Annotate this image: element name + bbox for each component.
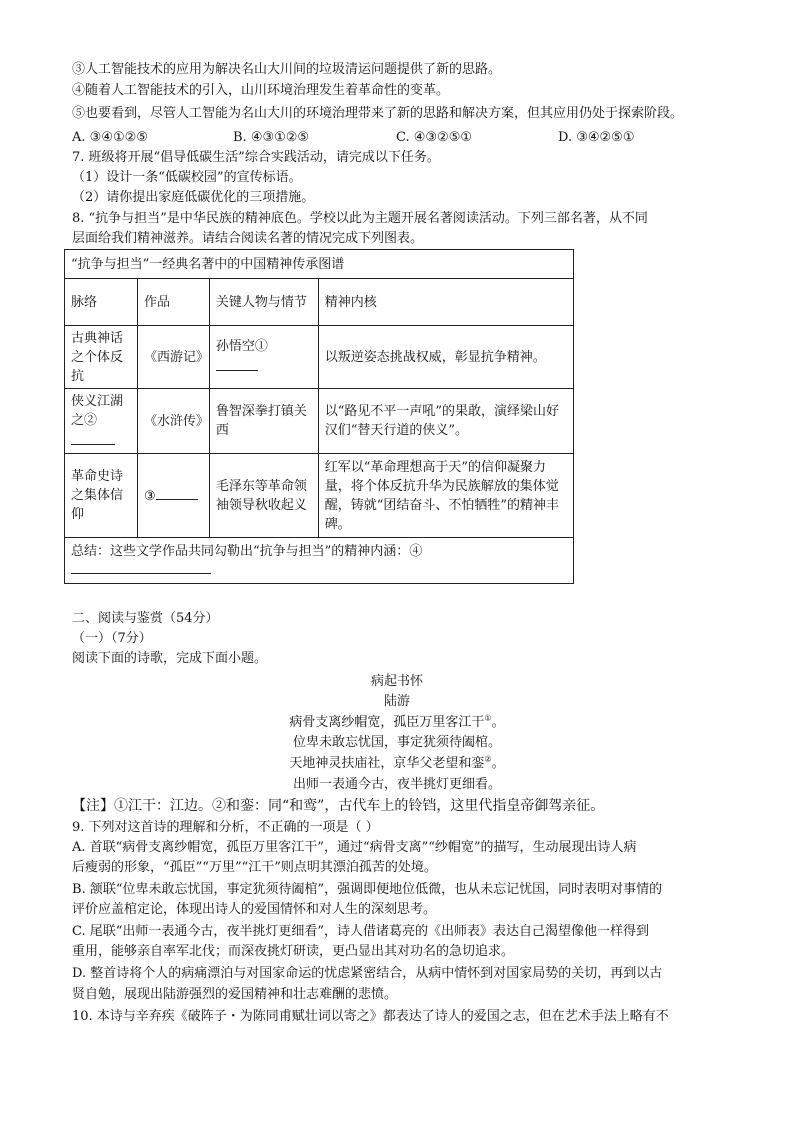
header-work: 作品 <box>137 279 209 326</box>
table-row <box>65 326 574 389</box>
q9-option-d-line-2: 贤自勉，展现出陆游强烈的爱国精神和壮志难酬的悲愤。 <box>72 987 398 1002</box>
section-heading: 二、阅读与鉴赏（54分） <box>72 611 219 626</box>
poem-line-3: 天地神灵扶庙社，京华父老望和銮②。 <box>289 754 505 771</box>
q7-stem: 7. 班级将开展“倡导低碳生活”综合实践活动，请完成以下任务。 <box>72 150 440 165</box>
row3-vein: 革命史诗之集体信仰 <box>65 454 138 538</box>
row2-vein-text: 侠义江湖之② <box>71 393 124 428</box>
table-title: “抗争与担当”一经典名著中的中国精神传承图谱 <box>65 250 574 279</box>
q7-task-2: （2）请你提出家庭低碳优化的三项措施。 <box>72 190 315 205</box>
q6-sentence-3: ③人工智能技术的应用为解决名山大川间的垃圾清运问题提供了新的思路。 <box>72 62 502 77</box>
q8-stem-line-1: 8. “抗争与担当”是中华民族的精神底色。学校以此为主题开展名著阅读活动。下列三部名著，从不同 <box>72 211 648 226</box>
q8-stem-line-2: 层面给我们精神滋养。请结合阅读名著的情况完成下列图表。 <box>72 231 424 246</box>
reading-instruction: 阅读下面的诗歌，完成下面小题。 <box>72 651 268 666</box>
q6-option-b[interactable]: B. ④③①②⑤ <box>233 130 310 145</box>
answer-blank-4[interactable] <box>71 561 211 574</box>
q6-option-c[interactable]: C. ④③②⑤① <box>396 130 473 145</box>
row2-core: 以“路见不平一声吼”的果敢，演绎梁山好汉们“替天行道的侠义”。 <box>318 389 573 454</box>
table-summary <box>65 538 574 584</box>
q9-stem: 9. 下列对这首诗的理解和分析，不正确的一项是（ ） <box>72 820 379 835</box>
q9-option-c-line-1[interactable]: C. 尾联“出师一表通今古，夜半挑灯更细看”，诗人借诸葛亮的《出师表》表达自己渴望像他一样得到 <box>72 924 650 939</box>
spirit-map-table <box>64 249 574 584</box>
row3-work-text: ③ <box>143 489 156 504</box>
answer-blank-2[interactable] <box>71 430 115 445</box>
answer-blank-3[interactable] <box>156 485 198 500</box>
answer-blank-1[interactable] <box>216 356 258 371</box>
q9-option-a-line-1[interactable]: A. 首联“病骨支离纱帽宽，孤臣万里客江干”，通过“病骨支离”“纱帽宽”的描写，生动展现出诗人病 <box>72 840 637 855</box>
row2-vein <box>65 389 138 454</box>
poem-author: 陆游 <box>383 694 410 709</box>
q7-task-1: （1）设计一条“低碳校园”的宣传标语。 <box>72 170 302 185</box>
note-ref-1: ① <box>484 713 492 723</box>
q10-stem: 10. 本诗与辛弃疾《破阵子・为陈同甫赋壮词以寄之》都表达了诗人的爱国之志，但在艺术手法上略有不 <box>72 1009 669 1024</box>
table-row <box>65 389 574 454</box>
table-row <box>65 454 574 538</box>
row3-core: 红军以“革命理想高于天”的信仰凝聚力量，将个体反抗升华为民族解放的集体觉醒，铸就“团结奋斗、不怕牺牲”的精神丰碑。 <box>318 454 573 538</box>
header-plot: 关键人物与情节 <box>209 279 318 326</box>
row3-work <box>137 454 209 538</box>
q9-option-b-line-1[interactable]: B. 颔联“位卑未敢忘忧国，事定犹须待阖棺”，强调即便地位低微，也从未忘记忧国，同时表明对事情的 <box>72 882 663 897</box>
poem-line-3-text: 天地神灵扶庙社，京华父老望和銮 <box>289 756 485 771</box>
poem-line-1-text: 病骨支离纱帽宽，孤臣万里客江干 <box>289 715 485 730</box>
part-heading: （一）（7分） <box>72 631 152 646</box>
q9-option-c-line-2: 重用，能够亲自率军北伐；而深夜挑灯研读，更凸显出其对功名的急切追求。 <box>72 944 515 959</box>
poem-line-1: 病骨支离纱帽宽，孤臣万里客江干①。 <box>289 713 505 730</box>
q9-option-a-line-2: 后瘦弱的形象，“孤臣”“万里”“江干”则点明其漂泊孤苦的处境。 <box>72 860 437 875</box>
q6-sentence-5: ⑤也要看到，尽管人工智能为名山大川的环境治理带来了新的思路和解决方案，但其应用仍处于探索阶段。 <box>72 106 684 121</box>
row2-plot: 鲁智深拳打镇关西 <box>209 389 318 454</box>
header-core: 精神内核 <box>318 279 573 326</box>
q9-option-d-line-1[interactable]: D. 整首诗将个人的病痛漂泊与对国家命运的忧虑紧密结合，从病中情怀到对国家局势的关切，再到以古 <box>72 966 663 981</box>
row1-vein: 古典神话之个体反抗 <box>65 326 138 389</box>
note-ref-2: ② <box>484 754 492 764</box>
q6-option-d[interactable]: D. ③④②⑤① <box>558 130 635 145</box>
row3-plot: 毛泽东等革命领袖领导秋收起义 <box>209 454 318 538</box>
header-vein: 脉络 <box>65 279 138 326</box>
poem-line-2: 位卑未敢忘忧国，事定犹须待阖棺。 <box>292 735 501 750</box>
poem-title: 病起书怀 <box>370 674 423 689</box>
poem-note: 【注】①江干：江边。②和銮：同“和鸾”，古代车上的铃铛，这里代指皇帝御驾亲征。 <box>72 798 605 814</box>
q6-sentence-4: ④随着人工智能技术的引入，山川环境治理发生着革命性的变革。 <box>72 83 450 98</box>
row1-plot <box>209 326 318 389</box>
q6-option-a[interactable]: A. ③④①②⑤ <box>72 130 148 145</box>
row1-core: 以叛逆姿态挑战权威，彰显抗争精神。 <box>318 326 573 389</box>
row1-work: 《西游记》 <box>137 326 209 389</box>
row1-plot-text: 孙悟空① <box>215 339 268 354</box>
poem-line-4: 出师一表通今古，夜半挑灯更细看。 <box>292 777 501 792</box>
row2-work: 《水浒传》 <box>137 389 209 454</box>
q9-option-b-line-2: 评价应盖棺定论，体现出诗人的爱国情怀和对人生的深刻思考。 <box>72 902 437 917</box>
summary-text: 总结：这些文学作品共同勾勒出“抗争与担当”的精神内涵：④ <box>71 543 423 559</box>
